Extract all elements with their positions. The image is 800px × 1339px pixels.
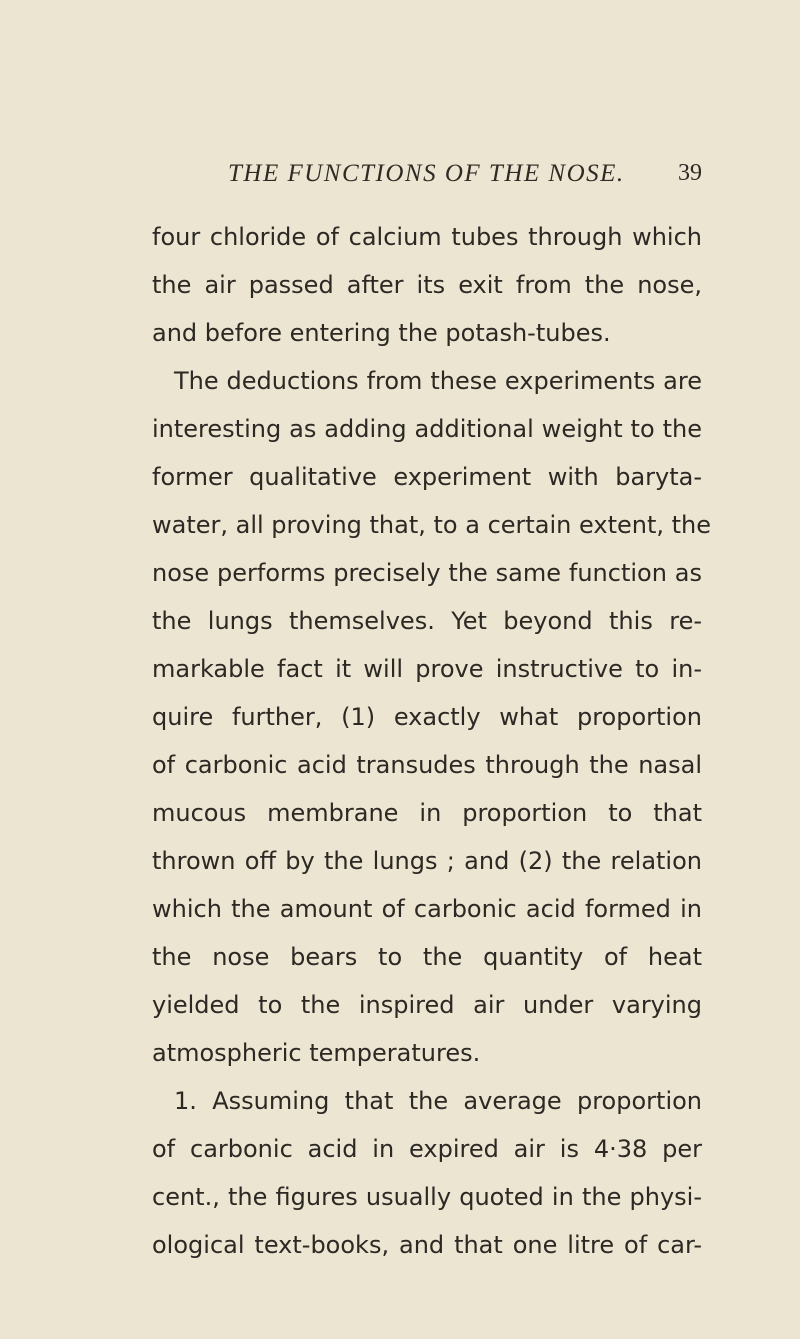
text-line: interesting as adding additional weight to the <box>152 415 702 443</box>
text-line: of carbonic acid transudes through the nasal <box>152 751 702 779</box>
text-line: and before entering the potash-tubes. <box>152 319 611 347</box>
text-line: yielded to the inspired air under varying <box>152 991 702 1019</box>
text-line: cent., the figures usually quoted in the physi- <box>152 1183 702 1211</box>
text-line: atmospheric temperatures. <box>152 1039 481 1067</box>
text-line: The deductions from these experiments are <box>174 367 702 395</box>
text-line: markable fact it will prove instructive to in- <box>152 655 702 683</box>
text-line: mucous membrane in proportion to that <box>152 799 702 827</box>
page-number: 39 <box>678 160 702 186</box>
text-line: former qualitative experiment with baryta- <box>152 463 702 491</box>
text-line: the nose bears to the quantity of heat <box>152 943 702 971</box>
text-line: 1. Assuming that the average proportion <box>174 1087 702 1115</box>
text-line: thrown off by the lungs ; and (2) the relation <box>152 847 702 875</box>
text-line: of carbonic acid in expired air is 4·38 per <box>152 1135 702 1163</box>
running-title: THE FUNCTIONS OF THE NOSE. <box>228 160 625 187</box>
running-head <box>152 160 702 194</box>
text-line: which the amount of carbonic acid formed in <box>152 895 702 923</box>
text-line: ological text-books, and that one litre of car- <box>152 1231 702 1259</box>
text-line: the air passed after its exit from the nose, <box>152 271 702 299</box>
text-line: the lungs themselves. Yet beyond this re- <box>152 607 702 635</box>
text-line: quire further, (1) exactly what proportion <box>152 703 702 731</box>
text-line: four chloride of calcium tubes through which <box>152 223 702 251</box>
text-line: water, all proving that, to a certain extent, the <box>152 511 712 539</box>
body-text <box>152 213 712 1269</box>
text-line: nose performs precisely the same function as <box>152 559 702 587</box>
